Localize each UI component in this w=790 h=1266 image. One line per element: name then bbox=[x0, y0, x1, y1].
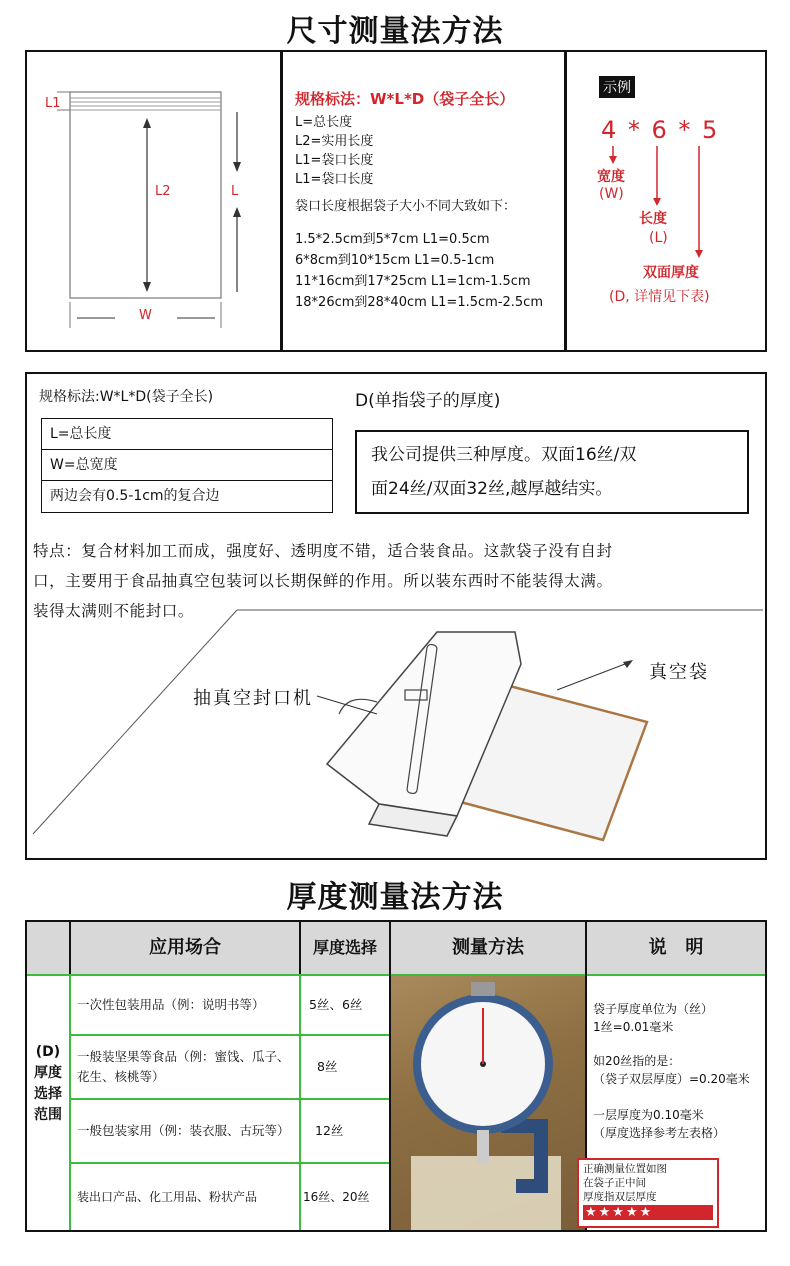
note-line: （袋子双层厚度）=0.20毫米 bbox=[593, 1072, 750, 1086]
range-label-line: (D) bbox=[35, 1044, 61, 1060]
feature-line: 特点：复合材料加工而成，强度好、透明度不错，适合装食品。这款袋子没有自封 bbox=[33, 542, 613, 560]
measure-caption-box bbox=[577, 1158, 719, 1228]
thickness-cell: 8丝 bbox=[317, 1059, 338, 1074]
thickness-note-box bbox=[355, 430, 749, 514]
example-width-label: 宽度 bbox=[597, 169, 625, 185]
spec-def: L1=袋口长度 bbox=[295, 153, 374, 168]
caption-line: 正确测量位置如图 bbox=[583, 1163, 667, 1175]
note-block bbox=[593, 1106, 763, 1142]
thickness-cell: 16丝、20丝 bbox=[303, 1190, 370, 1204]
thickness-table bbox=[25, 920, 767, 1232]
feature-line: 口，主要用于食品抽真空包装诃以长期保鲜的作用。所以装东西时不能装得太满。 bbox=[33, 572, 613, 590]
note-line: 一层厚度为0.10毫米 bbox=[593, 1108, 704, 1122]
spec-def: L2=实用长度 bbox=[295, 134, 374, 149]
header-method: 测量方法 bbox=[391, 922, 585, 974]
spec-def: L1=袋口长度 bbox=[295, 172, 374, 187]
spec-def: L=总长度 bbox=[295, 115, 353, 130]
thickness-note-line: 我公司提供三种厚度。双面16丝/双 bbox=[371, 445, 637, 465]
thickness-cell: 12丝 bbox=[315, 1123, 344, 1138]
sealer-label: 抽真空封口机 bbox=[193, 688, 313, 709]
note-block bbox=[593, 1000, 763, 1036]
w-label: W bbox=[139, 308, 152, 323]
example-width-sub: (W) bbox=[599, 186, 624, 202]
range-label-line: 范围 bbox=[34, 1107, 62, 1123]
bag-spec-panel bbox=[25, 372, 767, 860]
spec-heading: 规格标法：W*L*D（袋子全长） bbox=[295, 90, 515, 108]
note-line: （厚度选择参考左表格） bbox=[593, 1126, 726, 1140]
usage-cell: 装出口产品、化工用品、粉状产品 bbox=[77, 1190, 258, 1204]
bag-outline-diagram bbox=[27, 52, 281, 350]
vacuum-sealer-illustration bbox=[27, 604, 765, 858]
usage-cell: 一般装坚果等食品（例：蜜饯、瓜子、花生、核桃等） bbox=[77, 1049, 290, 1084]
gauge-photo bbox=[391, 976, 585, 1230]
spec-table-row: W=总宽度 bbox=[42, 450, 332, 481]
example-depth-label: 双面厚度 bbox=[643, 265, 699, 281]
caption-line: 厚度指双层厚度 bbox=[583, 1191, 657, 1203]
range-label bbox=[27, 1042, 69, 1126]
thickness-cell: 5丝、6丝 bbox=[309, 997, 363, 1012]
header-notes: 说 明 bbox=[587, 922, 765, 974]
spec-range: 1.5*2.5cm到5*7cm L1=0.5cm bbox=[295, 232, 490, 247]
note-line: 1丝=0.01毫米 bbox=[593, 1020, 674, 1034]
size-measure-title: 尺寸测量法方法 bbox=[286, 14, 504, 49]
example-depth-sub: (D, 详情见下表) bbox=[609, 289, 710, 305]
range-label-line: 选择 bbox=[34, 1086, 62, 1102]
spec-heading-2: 规格标法:W*L*D(袋子全长) bbox=[39, 389, 214, 405]
caption-line: 在袋子正中间 bbox=[583, 1177, 646, 1189]
note-line: 如20丝指的是： bbox=[593, 1054, 681, 1068]
vacuum-bag-label: 真空袋 bbox=[649, 662, 709, 683]
spec-range: 18*26cm到28*40cm L1=1.5cm-2.5cm bbox=[295, 295, 543, 310]
example-length-sub: (L) bbox=[649, 230, 668, 246]
spec-column bbox=[283, 52, 565, 350]
range-label-line: 厚度 bbox=[34, 1065, 62, 1081]
thickness-note-line: 面24丝/双面32丝,越厚越结实。 bbox=[371, 479, 613, 499]
example-badge: 示例 bbox=[599, 76, 635, 98]
usage-cell: 一次性包装用品（例：说明书等） bbox=[77, 997, 265, 1012]
feature-line: 装得太满则不能封口。 bbox=[33, 602, 195, 620]
l-label: L bbox=[231, 184, 239, 199]
example-column bbox=[567, 52, 765, 350]
l1-label: L1 bbox=[45, 96, 61, 111]
size-measure-panel bbox=[25, 50, 767, 352]
spec-note: 袋口长度根据袋子大小不同大致如下： bbox=[295, 199, 517, 214]
bag-diagram bbox=[27, 52, 281, 350]
usage-cell: 一般包装家用（例：装衣服、古玩等） bbox=[77, 1123, 290, 1138]
rating-stars: ★★★★★ bbox=[583, 1205, 713, 1220]
spec-table-row: L=总长度 bbox=[42, 419, 332, 450]
header-usage: 应用场合 bbox=[71, 922, 299, 974]
note-block bbox=[593, 1052, 769, 1088]
spec-table-row: 两边会有0.5-1cm的复合边 bbox=[50, 488, 220, 504]
spec-table bbox=[41, 418, 333, 513]
example-formula: 4 * 6 * 5 bbox=[601, 116, 720, 144]
dial-gauge-drawing bbox=[391, 976, 585, 1230]
l2-label: L2 bbox=[155, 184, 171, 199]
d-title: D(单指袋子的厚度) bbox=[355, 391, 501, 411]
spec-range: 6*8cm到10*15cm L1=0.5-1cm bbox=[295, 253, 495, 268]
note-line: 袋子厚度单位为（丝） bbox=[593, 1002, 714, 1016]
header-thickness: 厚度选择 bbox=[301, 922, 389, 974]
thickness-measure-title: 厚度测量法方法 bbox=[286, 880, 504, 915]
header-blank bbox=[27, 922, 69, 974]
spec-range: 11*16cm到17*25cm L1=1cm-1.5cm bbox=[295, 274, 531, 289]
example-length-label: 长度 bbox=[639, 211, 667, 227]
